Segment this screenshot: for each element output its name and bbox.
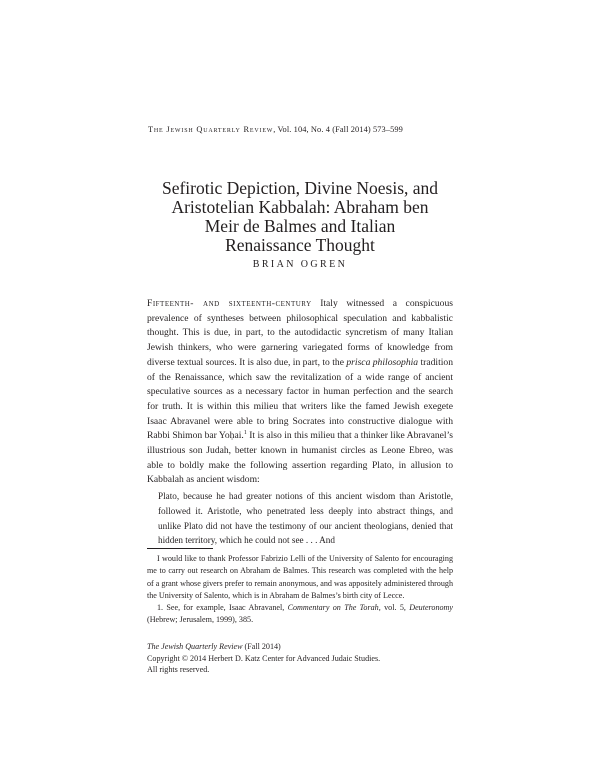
footnotes	[147, 553, 453, 627]
copyright-journal: The Jewish Quarterly Review	[147, 642, 243, 651]
running-head-citation: , Vol. 104, No. 4 (Fall 2014) 573–599	[273, 125, 403, 134]
body-paragraph	[147, 297, 453, 488]
title-line: Meir de Balmes and Italian	[204, 216, 396, 236]
footnote-italic: Commentary on The Torah,	[287, 603, 381, 613]
footnote-italic: Deuteronomy	[409, 603, 453, 613]
article-title	[140, 179, 460, 255]
title-line: Sefirotic Depiction, Divine Noesis, and	[161, 178, 439, 198]
footnote-acknowledgment: I would like to thank Professor Fabrizio Lelli of the University of Salento for encouraging me to carry out research on Abraham de Balmes. This research was completed with the help of a grant whose givers prefer to remain anonymous, and was appositely administered through the University of Salento, which is in Abraham de Balmes’s birth city of Lecce.	[147, 554, 453, 600]
copyright-issue: (Fall 2014)	[242, 642, 281, 651]
body-segment: It is also in this milieu that a thinker like Abravanel’s illustrious son Judah, better known in humanist circles as Leone Ebreo, was able to boldly make the following assertion regarding Plato, in allusion to Kabbalah as ancient wisdom:	[147, 430, 453, 486]
footnote-marker: 1	[243, 430, 247, 437]
footnote-text: (Hebrew; Jerusalem, 1999), 385.	[147, 615, 254, 625]
block-quote: Plato, because he had greater notions of this ancient wisdom than Aristotle, followed it. Aristotle, who penetrated less deeply into abstract things, and unlike Plato did not have the testimony of our ancient theologians, denied that hidden territory, which he could not see . . . And	[158, 491, 453, 546]
author-name: BRIAN OGREN	[252, 259, 348, 270]
body-segment: tradition of the Renaissance, which saw the revitalization of a wide range of ancient speculative sources as a necessary factor in human perfection and the search for truth. It is within this milieu that writers like the famed Jewish exegete Isaac Abravanel were able to bring Socrates into constructive dialogue with Rabbi Shimon bar Yoḥai.	[147, 356, 453, 442]
footnote-text: 1. See, for example, Isaac Abravanel,	[157, 603, 288, 613]
copyright-block	[147, 641, 453, 676]
rights-line: All rights reserved.	[147, 665, 210, 674]
opening-smallcaps: Fifteenth- and sixteenth-century	[147, 298, 312, 309]
footnote-text: vol. 5,	[380, 603, 410, 613]
copyright-journal-line	[147, 641, 453, 653]
body-italic: prisca philosophia	[346, 356, 419, 368]
body-segment: Italy witnessed a conspicuous prevalence of syntheses between philosophical speculation and kabbalistic thought. This is due, in part, to the autodidactic syncretism of many Italian Jewish thinkers, who were garnering variegated forms of knowledge from diverse textual sources. It is also due, in part, to the	[147, 298, 453, 368]
footnote-divider	[147, 548, 213, 549]
running-head	[148, 125, 518, 134]
copyright-line: Copyright © 2014 Herbert D. Katz Center for Advanced Judaic Studies.	[147, 653, 381, 663]
running-head-journal: The Jewish Quarterly Review	[148, 125, 274, 134]
footnote-1	[147, 602, 453, 627]
title-line: Aristotelian Kabbalah: Abraham ben	[171, 197, 429, 217]
title-line: Renaissance Thought	[225, 235, 375, 255]
